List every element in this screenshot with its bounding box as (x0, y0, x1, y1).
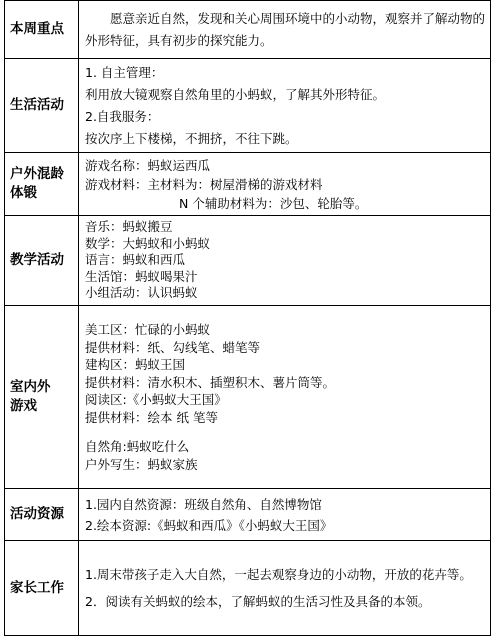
row-parent-work (5, 541, 491, 636)
label-outdoor-line2: 体锻 (10, 185, 37, 201)
outdoor-materials-main: 游戏材料：主材料为：树屋滑梯的游戏材料 (85, 176, 323, 192)
life-item1-title: 1. 自主管理： (85, 64, 164, 80)
life-item2-text: 按次序上下楼梯，不拥挤，不往下跳。 (85, 130, 298, 146)
label-games-line1: 室内外 (10, 379, 51, 395)
teaching-item: 语言：蚂蚁和西瓜 (85, 252, 186, 268)
row-life-activity (5, 59, 491, 153)
label-life-activity: 生活活动 (5, 59, 79, 153)
content-teaching-activity (79, 216, 491, 306)
label-weekly-focus: 本周重点 (5, 1, 79, 59)
outdoor-materials-aux: N 个辅助材料为：沙包、轮胎等。 (179, 195, 368, 211)
parents-item2: 2．阅读有关蚂蚁的绘本，了解蚂蚁的生活习性及具备的本领。 (85, 593, 431, 609)
games-item: 美工区：忙碌的小蚂蚁 (85, 322, 211, 337)
row-activity-resources (5, 489, 491, 541)
label-outdoor-exercise (5, 153, 79, 216)
label-outdoor-line1: 户外混龄 (10, 166, 64, 182)
resources-item: 2.绘本资源:《蚂蚁和西瓜》《小蚂蚁大王国》 (85, 517, 333, 533)
content-activity-resources (79, 489, 491, 541)
label-parent-work: 家长工作 (5, 541, 79, 636)
teaching-item: 生活馆：蚂蚁喝果汁 (85, 268, 198, 284)
teaching-item: 音乐：蚂蚁搬豆 (85, 219, 173, 235)
content-life-activity (79, 59, 491, 153)
games-item: 建构区：蚂蚁王国 (85, 357, 186, 372)
teaching-item: 数学：大蚂蚁和小蚂蚁 (85, 235, 211, 251)
resources-item: 1.园内自然资源：班级自然角、自然博物馆 (85, 496, 322, 512)
content-outdoor-exercise (79, 153, 491, 216)
row-weekly-focus (5, 1, 491, 59)
games-item: 提供材料：纸、勾线笔、蜡笔等 (85, 339, 261, 355)
games-item: 自然角:蚂蚁吃什么 (85, 439, 190, 454)
games-item: 阅读区:《小蚂蚁大王国》 (85, 392, 227, 407)
content-parent-work (79, 541, 491, 636)
outdoor-game-name: 游戏名称：蚂蚁运西瓜 (85, 157, 211, 173)
label-games-line2: 游戏 (10, 398, 37, 414)
row-indoor-outdoor-games (5, 306, 491, 489)
label-teaching-activity: 教学活动 (5, 216, 79, 306)
row-outdoor-exercise (5, 153, 491, 216)
label-activity-resources: 活动资源 (5, 489, 79, 541)
life-item1-text: 利用放大镜观察自然角里的小蚂蚁，了解其外形特征。 (85, 86, 386, 102)
content-weekly-focus (79, 1, 491, 59)
games-spacer (85, 426, 486, 438)
games-item: 提供材料：清水积木、插塑积木、薯片筒等。 (85, 374, 336, 390)
row-teaching-activity (5, 216, 491, 306)
content-indoor-outdoor-games (79, 306, 491, 489)
games-item: 户外写生：蚂蚁家族 (85, 456, 198, 472)
life-item2-title: 2.自我服务： (85, 108, 160, 124)
teaching-item: 小组活动：认识蚂蚁 (85, 285, 198, 301)
label-indoor-outdoor-games (5, 306, 79, 489)
weekly-plan-table (4, 0, 491, 636)
games-item: 提供材料：绘本 纸 笔等 (85, 409, 218, 425)
weekly-focus-text: 愿意亲近自然，发现和关心周围环境中的小动物，观察并了解动物的外形特征，具有初步的探究能力。 (85, 10, 486, 48)
parents-item1: 1.周末带孩子走入大自然，一起去观察身边的小动物，开放的花卉等。 (85, 566, 472, 582)
